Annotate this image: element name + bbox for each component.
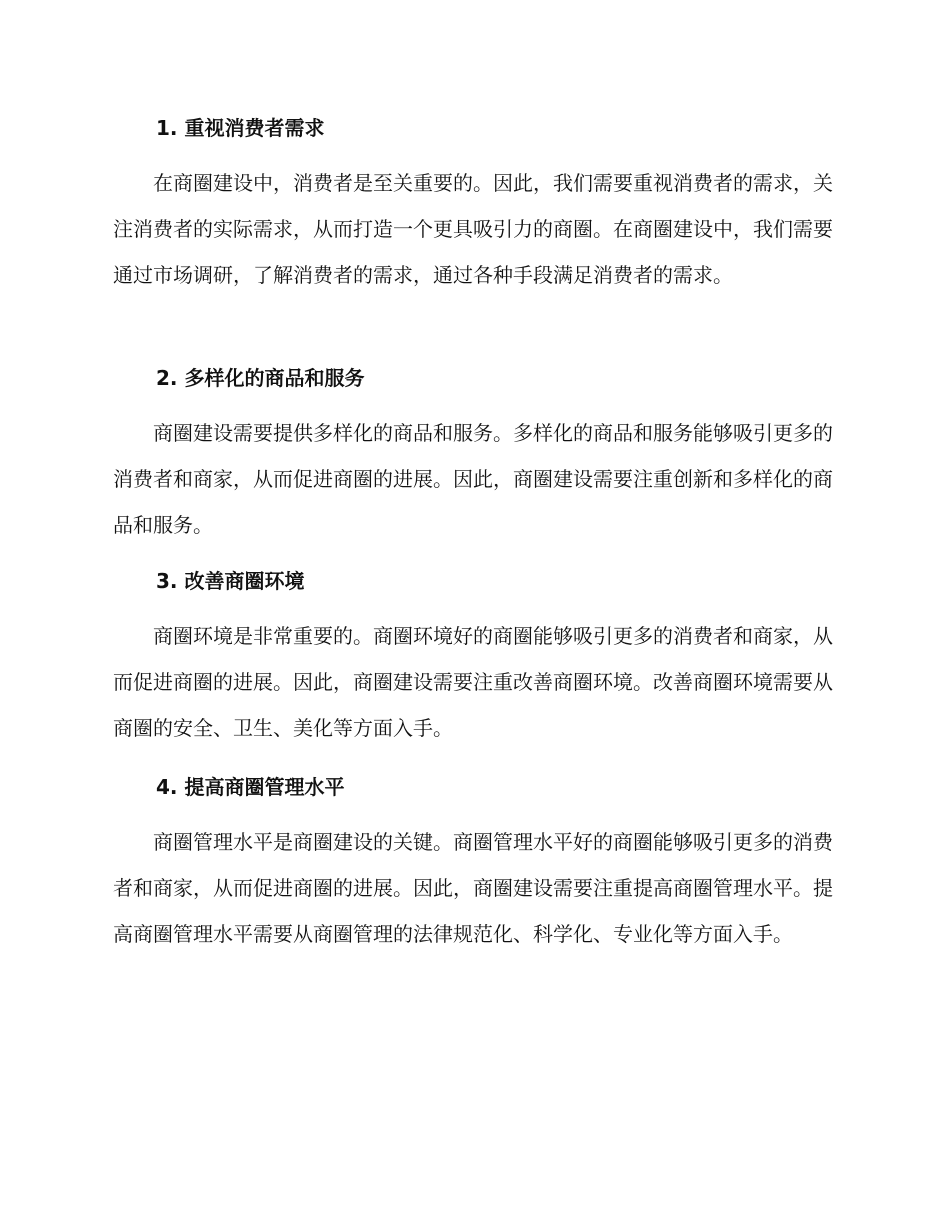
section-paragraph: 在商圈建设中，消费者是至关重要的。因此，我们需要重视消费者的需求，关注消费者的实际需求，从而打造一个更具吸引力的商圈。在商圈建设中，我们需要通过市场调研，了解消费者的需求，通过各种手段满足消费者的需求。: [113, 171, 833, 287]
section-1: [113, 114, 833, 298]
section-heading: 2. 多样化的商品和服务: [156, 366, 365, 390]
section-4: [113, 773, 833, 957]
section-3: [113, 567, 833, 751]
section-paragraph: 商圈建设需要提供多样化的商品和服务。多样化的商品和服务能够吸引更多的消费者和商家，从而促进商圈的进展。因此，商圈建设需要注重创新和多样化的商品和服务。: [113, 421, 833, 537]
section-2: [113, 364, 833, 548]
section-paragraph: 商圈管理水平是商圈建设的关键。商圈管理水平好的商圈能够吸引更多的消费者和商家，从而促进商圈的进展。因此，商圈建设需要注重提高商圈管理水平。提高商圈管理水平需要从商圈管理的法律规范化、科学化、专业化等方面入手。: [113, 830, 833, 946]
section-heading: 4. 提高商圈管理水平: [156, 775, 345, 799]
section-paragraph: 商圈环境是非常重要的。商圈环境好的商圈能够吸引更多的消费者和商家，从而促进商圈的进展。因此，商圈建设需要注重改善商圈环境。改善商圈环境需要从商圈的安全、卫生、美化等方面入手。: [113, 624, 833, 740]
section-heading: 1. 重视消费者需求: [156, 116, 325, 140]
section-heading: 3. 改善商圈环境: [156, 569, 305, 593]
